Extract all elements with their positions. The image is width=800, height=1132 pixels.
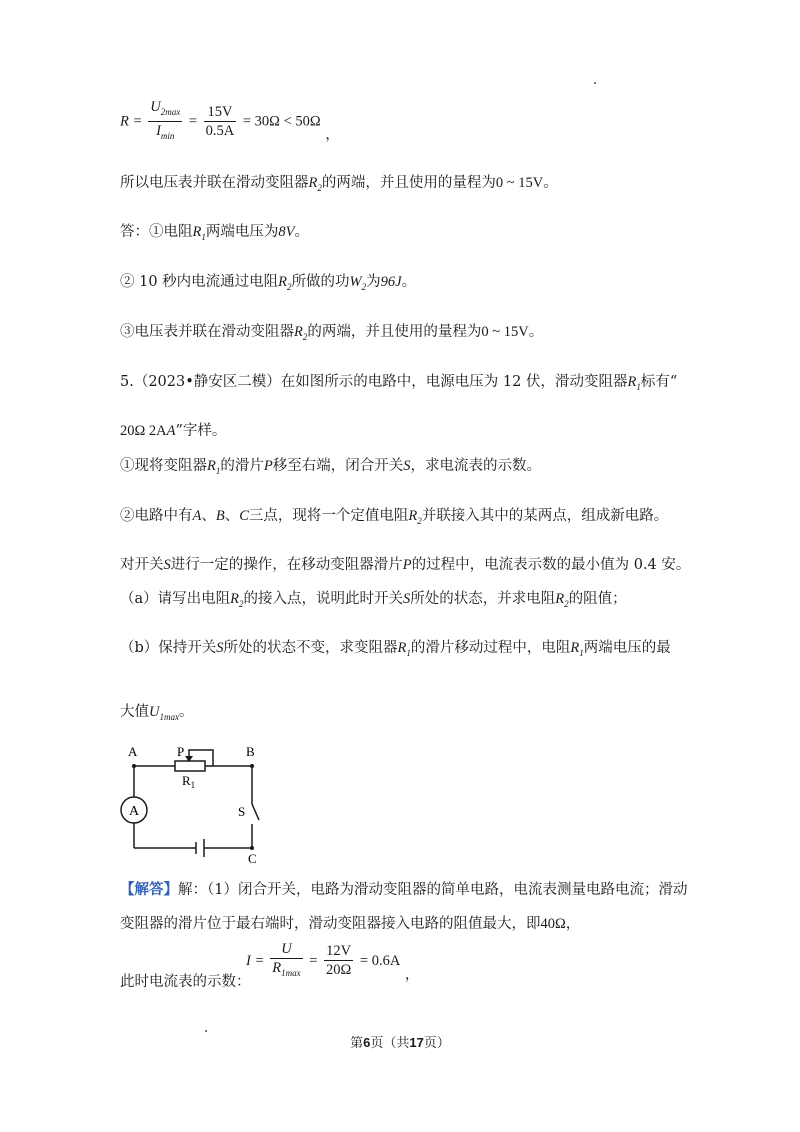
q5-part-b: （b）保持开关S所处的状态不变，求变阻器$R_1$的滑片移动过程中，电阻$R_1$两端电压的最 [120, 640, 671, 658]
ammeter-label: A [129, 804, 140, 819]
answer-1: 答：①电阻$R_1$两端电压为8V。 [120, 224, 309, 242]
label-b: B [246, 744, 255, 759]
label-r1: $R_1$ [182, 773, 196, 790]
label-a: A [128, 744, 138, 759]
q5-part1: ①现将变阻器$R_1$的滑片P移至右端，闭合开关S，求电流表的示数。 [120, 458, 541, 476]
q5-part-b-cont: 大值$U_{1max}$。 [120, 704, 194, 722]
solution-line1: 【解答】解：（1）闭合开关，电路为滑动变阻器的简单电路，电流表测量电路电流；滑动 [120, 881, 688, 898]
fraction-values: $\frac{15V}{0.5A}$ [205, 103, 235, 139]
conclusion-line: 所以电压表并联在滑动变阻器$R_2$的两端，并且使用的量程为0 ~ 15V。 [120, 175, 558, 193]
q5-part2: ②电路中有A、B、C三点，现将一个定值电阻$R_2$并联接入其中的某两点，组成新电路。 [120, 508, 669, 526]
label-p: P [177, 744, 185, 759]
page-footer: 第6页（共17页） [350, 1035, 450, 1051]
solution-formula: I = $\frac{U}{R_{1max}}$ = $\frac{12V}{20\Omega}$ = 0.6A ， [246, 941, 420, 983]
q5-line1: 5.（2023•静安区二模）在如图所示的电路中，电源电压为 12 伏，滑动变阻器$R_1$标有“ [120, 374, 678, 392]
q5-part-a: （a）请写出电阻$R_2$的接入点，说明此时开关S所处的状态，并求电阻$R_2$的阻值； [120, 591, 627, 609]
answer-3: ③电压表并联在滑动变阻器$R_2$的两端，并且使用的量程为0 ~ 15V。 [120, 324, 544, 342]
solution-line2: 变阻器的滑片位于最右端时，滑动变阻器接入电路的阻值最大，即40Ω， [120, 916, 581, 932]
fraction-u-over-r: $\frac{U}{R_{1max}}$ [272, 941, 301, 978]
answer-2: ② 10 秒内电流通过电阻$R_2$所做的功$W_2$为96J。 [120, 274, 417, 292]
speck-top-right [594, 82, 596, 84]
switch-s [252, 804, 259, 820]
solution-line3: 此时电流表的示数： [120, 974, 251, 990]
circuit-diagram [118, 742, 288, 872]
formula-resistance: R = $\frac{U_{2max}}{I_{min}}$ = $\frac{15V}{0.5A}$ = 30Ω < 50Ω ， [120, 99, 340, 144]
rheostat-r1 [175, 761, 205, 771]
q5-line2: 20Ω 2AA”字样。 [120, 423, 227, 439]
fraction-12v-20ohm: $\frac{12V}{20\Omega}$ [326, 943, 352, 979]
q5-part3: 对开关S进行一定的操作，在移动变阻器滑片P的过程中，电流表示数的最小值为 0.4 安。 [120, 557, 691, 573]
label-s: S [238, 804, 246, 819]
fraction-u-over-i: $\frac{U_{2max}}{I_{min}}$ [150, 99, 181, 141]
label-c: C [248, 851, 257, 866]
